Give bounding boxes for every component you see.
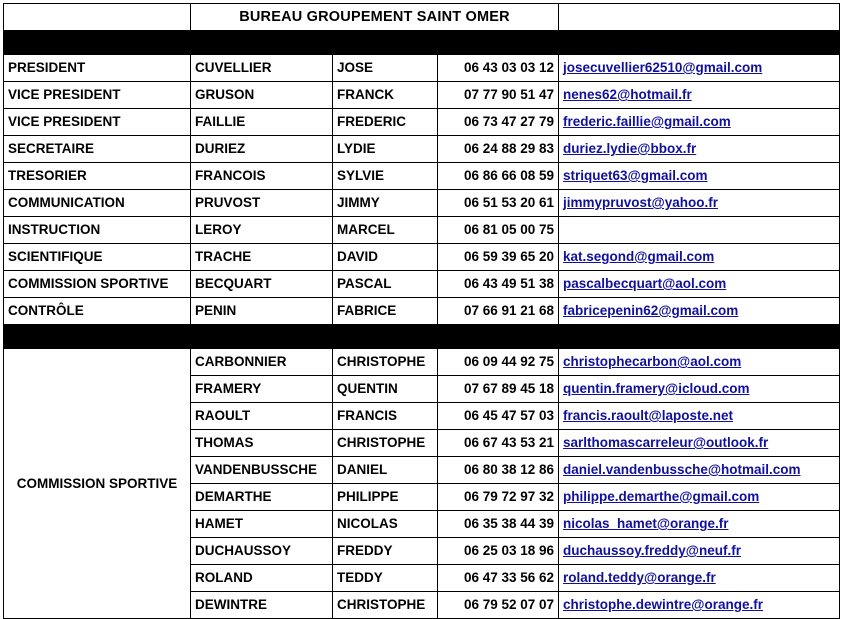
email-cell[interactable] (559, 349, 840, 376)
first-name-cell: CHRISTOPHE (333, 430, 438, 457)
role-cell: VICE PRESIDENT (4, 109, 191, 136)
section-divider-top (4, 31, 840, 55)
table-row (4, 163, 840, 190)
first-name-cell: FRANCIS (333, 403, 438, 430)
last-name-cell: TRACHE (191, 244, 333, 271)
phone-cell: 06 73 47 27 79 (438, 109, 559, 136)
first-name-cell: FREDERIC (333, 109, 438, 136)
email-cell[interactable] (559, 82, 840, 109)
phone-cell: 06 67 43 53 21 (438, 430, 559, 457)
email-cell[interactable] (559, 511, 840, 538)
first-name-cell: DAVID (333, 244, 438, 271)
email-link[interactable]: roland.teddy@orange.fr (563, 570, 716, 585)
phone-cell: 06 09 44 92 75 (438, 349, 559, 376)
email-link[interactable]: philippe.demarthe@gmail.com (563, 489, 760, 504)
last-name-cell: CUVELLIER (191, 55, 333, 82)
email-link[interactable]: duchaussoy.freddy@neuf.fr (563, 543, 741, 558)
email-link[interactable]: christophecarbon@aol.com (563, 354, 742, 369)
title-row (4, 4, 840, 31)
phone-cell: 06 80 38 12 86 (438, 457, 559, 484)
divider-cell (559, 325, 840, 349)
email-cell[interactable] (559, 457, 840, 484)
divider-cell (438, 325, 559, 349)
first-name-cell: SYLVIE (333, 163, 438, 190)
table-row (4, 244, 840, 271)
table-row (4, 271, 840, 298)
divider-cell (333, 31, 438, 55)
email-link[interactable]: pascalbecquart@aol.com (563, 276, 727, 291)
last-name-cell: PENIN (191, 298, 333, 325)
last-name-cell: HAMET (191, 511, 333, 538)
email-link[interactable]: sarlthomascarreleur@outlook.fr (563, 435, 769, 450)
first-name-cell: PHILIPPE (333, 484, 438, 511)
email-cell[interactable] (559, 190, 840, 217)
role-cell: TRESORIER (4, 163, 191, 190)
email-cell[interactable] (559, 403, 840, 430)
table-row (4, 82, 840, 109)
commission-sportive-group-label: COMMISSION SPORTIVE (4, 349, 191, 619)
divider-cell (333, 325, 438, 349)
first-name-cell: FREDDY (333, 538, 438, 565)
phone-cell: 07 67 89 45 18 (438, 376, 559, 403)
email-cell[interactable] (559, 244, 840, 271)
email-cell[interactable] (559, 484, 840, 511)
phone-cell: 06 25 03 18 96 (438, 538, 559, 565)
last-name-cell: DEMARTHE (191, 484, 333, 511)
phone-cell: 06 43 49 51 38 (438, 271, 559, 298)
email-link[interactable]: striquet63@gmail.com (563, 168, 708, 183)
email-link[interactable]: francis.raoult@laposte.net (563, 408, 733, 423)
phone-cell: 06 86 66 08 59 (438, 163, 559, 190)
email-cell[interactable] (559, 538, 840, 565)
last-name-cell: CARBONNIER (191, 349, 333, 376)
email-cell[interactable] (559, 376, 840, 403)
last-name-cell: FRANCOIS (191, 163, 333, 190)
last-name-cell: ROLAND (191, 565, 333, 592)
phone-cell: 06 79 52 07 07 (438, 592, 559, 619)
table-row (4, 217, 840, 244)
first-name-cell: CHRISTOPHE (333, 349, 438, 376)
first-name-cell: JIMMY (333, 190, 438, 217)
role-cell: CONTRÔLE (4, 298, 191, 325)
role-cell: INSTRUCTION (4, 217, 191, 244)
phone-cell: 06 24 88 29 83 (438, 136, 559, 163)
first-name-cell: LYDIE (333, 136, 438, 163)
email-link[interactable]: kat.segond@gmail.com (563, 249, 715, 264)
divider-cell (191, 31, 333, 55)
email-cell-empty (559, 217, 840, 244)
phone-cell: 06 35 38 44 39 (438, 511, 559, 538)
first-name-cell: PASCAL (333, 271, 438, 298)
last-name-cell: FRAMERY (191, 376, 333, 403)
last-name-cell: DURIEZ (191, 136, 333, 163)
first-name-cell: MARCEL (333, 217, 438, 244)
email-cell[interactable] (559, 592, 840, 619)
role-cell: COMMUNICATION (4, 190, 191, 217)
email-cell[interactable] (559, 163, 840, 190)
section-divider-middle (4, 325, 840, 349)
table-row (4, 109, 840, 136)
email-cell[interactable] (559, 565, 840, 592)
last-name-cell: GRUSON (191, 82, 333, 109)
table-row (4, 349, 840, 376)
last-name-cell: VANDENBUSSCHE (191, 457, 333, 484)
first-name-cell: FRANCK (333, 82, 438, 109)
last-name-cell: DUCHAUSSOY (191, 538, 333, 565)
phone-cell: 06 47 33 56 62 (438, 565, 559, 592)
first-name-cell: DANIEL (333, 457, 438, 484)
first-name-cell: QUENTIN (333, 376, 438, 403)
last-name-cell: THOMAS (191, 430, 333, 457)
divider-cell (191, 325, 333, 349)
phone-cell: 06 79 72 97 32 (438, 484, 559, 511)
email-link[interactable]: nenes62@hotmail.fr (563, 87, 692, 102)
phone-cell: 07 66 91 21 68 (438, 298, 559, 325)
email-cell[interactable] (559, 109, 840, 136)
table-row (4, 136, 840, 163)
role-cell: SECRETAIRE (4, 136, 191, 163)
email-link[interactable]: jimmypruvost@yahoo.fr (563, 195, 718, 210)
table-row (4, 298, 840, 325)
last-name-cell: FAILLIE (191, 109, 333, 136)
email-link[interactable]: frederic.faillie@gmail.com (563, 114, 731, 129)
last-name-cell: LEROY (191, 217, 333, 244)
phone-cell: 06 59 39 65 20 (438, 244, 559, 271)
contacts-table (3, 3, 840, 619)
last-name-cell: BECQUART (191, 271, 333, 298)
phone-cell: 06 43 03 03 12 (438, 55, 559, 82)
page-title: BUREAU GROUPEMENT SAINT OMER (191, 4, 559, 31)
first-name-cell: NICOLAS (333, 511, 438, 538)
email-cell[interactable] (559, 55, 840, 82)
email-cell[interactable] (559, 271, 840, 298)
divider-cell (4, 31, 191, 55)
first-name-cell: CHRISTOPHE (333, 592, 438, 619)
spreadsheet-sheet (0, 3, 843, 612)
table-row (4, 55, 840, 82)
title-row-spacer-left (4, 4, 191, 31)
role-cell: PRESIDENT (4, 55, 191, 82)
role-cell: SCIENTIFIQUE (4, 244, 191, 271)
last-name-cell: PRUVOST (191, 190, 333, 217)
email-link[interactable]: josecuvellier62510@gmail.com (563, 60, 763, 75)
email-cell[interactable] (559, 430, 840, 457)
role-cell: VICE PRESIDENT (4, 82, 191, 109)
email-link[interactable]: daniel.vandenbussche@hotmail.com (563, 462, 801, 477)
divider-cell (559, 31, 840, 55)
phone-cell: 06 81 05 00 75 (438, 217, 559, 244)
divider-cell (438, 31, 559, 55)
email-link[interactable]: fabricepenin62@gmail.com (563, 303, 739, 318)
phone-cell: 06 51 53 20 61 (438, 190, 559, 217)
first-name-cell: TEDDY (333, 565, 438, 592)
email-link[interactable]: nicolas_hamet@orange.fr (563, 516, 729, 531)
email-link[interactable]: christophe.dewintre@orange.fr (563, 597, 763, 612)
role-cell: COMMISSION SPORTIVE (4, 271, 191, 298)
title-row-spacer-right (559, 4, 840, 31)
last-name-cell: DEWINTRE (191, 592, 333, 619)
email-cell[interactable] (559, 136, 840, 163)
first-name-cell: JOSE (333, 55, 438, 82)
email-link[interactable]: duriez.lydie@bbox.fr (563, 141, 697, 156)
phone-cell: 06 45 47 57 03 (438, 403, 559, 430)
last-name-cell: RAOULT (191, 403, 333, 430)
email-cell[interactable] (559, 298, 840, 325)
first-name-cell: FABRICE (333, 298, 438, 325)
phone-cell: 07 77 90 51 47 (438, 82, 559, 109)
table-row (4, 190, 840, 217)
email-link[interactable]: quentin.framery@icloud.com (563, 381, 750, 396)
divider-cell (4, 325, 191, 349)
